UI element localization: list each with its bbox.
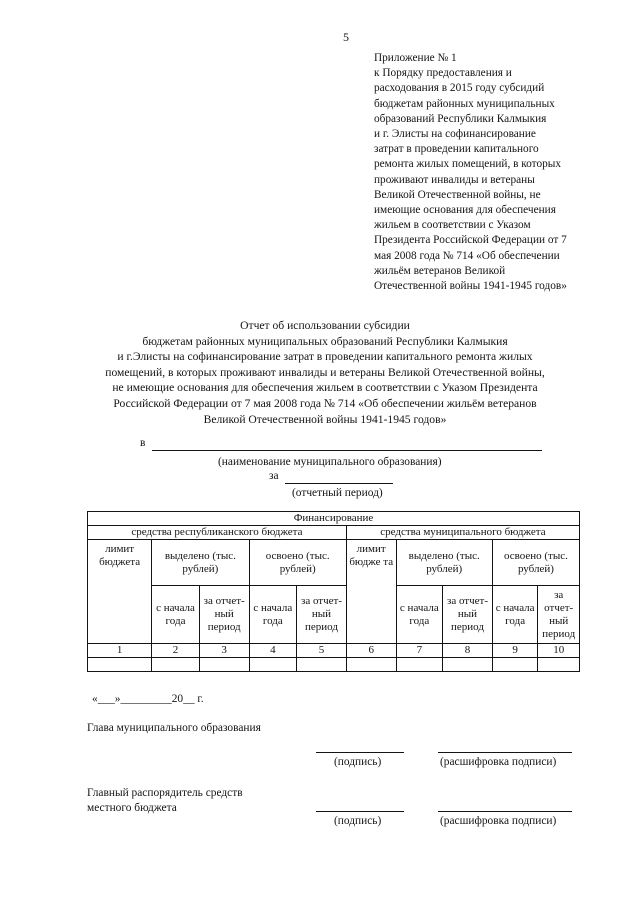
appendix-line: Отечественной войны 1941-1945 годов» bbox=[374, 280, 567, 293]
data-cell[interactable] bbox=[88, 658, 152, 672]
municipality-field[interactable] bbox=[152, 450, 542, 451]
appendix-line: бюджетам районных муниципальных bbox=[374, 97, 555, 110]
municipality-prefix: в bbox=[140, 437, 146, 449]
appendix-line: проживают инвалиды и ветераны bbox=[374, 173, 535, 186]
limit-republican-header bbox=[88, 540, 152, 644]
report-title bbox=[70, 318, 580, 427]
data-cell[interactable] bbox=[199, 658, 249, 672]
from-start-header bbox=[396, 586, 443, 644]
data-cell[interactable] bbox=[538, 658, 580, 672]
data-cell[interactable] bbox=[249, 658, 297, 672]
signature-field[interactable] bbox=[316, 810, 404, 812]
col-number: 10 bbox=[538, 644, 580, 658]
appendix-line: мая 2008 года № 714 «Об обеспечении bbox=[374, 249, 560, 262]
col-number: 2 bbox=[152, 644, 200, 658]
signature-title-line: местного бюджета bbox=[87, 802, 177, 814]
appendix-line: Великой Отечественной войны, не bbox=[374, 188, 541, 201]
signature-decode-field[interactable] bbox=[438, 751, 572, 753]
col-number: 4 bbox=[249, 644, 297, 658]
title-line: и г.Элисты на софинансирование затрат в проведении капитального ремонта жилых bbox=[117, 350, 533, 364]
signature-title-line: Главный распорядитель средств bbox=[87, 787, 243, 799]
page-number: 5 bbox=[343, 30, 349, 44]
signature-decode-field[interactable] bbox=[438, 810, 572, 812]
for-period-label: за отчет- ный период bbox=[203, 595, 245, 633]
for-period-header bbox=[538, 586, 580, 644]
appendix-line: Приложение № 1 bbox=[374, 52, 457, 64]
from-start-label: с начала года bbox=[156, 601, 195, 627]
signature-decode-caption: (расшифровка подписи) bbox=[440, 815, 557, 827]
from-start-header bbox=[492, 586, 538, 644]
title-line: бюджетам районных муниципальных образований Республики Калмыкия bbox=[142, 334, 508, 348]
spent-republican-header bbox=[249, 540, 346, 586]
period-prefix: за bbox=[269, 470, 279, 482]
col-number: 3 bbox=[199, 644, 249, 658]
col-number: 1 bbox=[88, 644, 152, 658]
data-cell[interactable] bbox=[152, 658, 200, 672]
from-start-header bbox=[152, 586, 200, 644]
title-line: не имеющие основания для обеспечения жильем в соответствии с Указом Президента bbox=[112, 381, 538, 395]
for-period-label: за отчет- ный период bbox=[300, 595, 342, 633]
data-cell[interactable] bbox=[443, 658, 493, 672]
period-caption: (отчетный период) bbox=[292, 487, 383, 499]
appendix-line: образований Республики Калмыкия bbox=[374, 112, 547, 125]
allocated-label: выделено (тыс. рублей) bbox=[408, 549, 480, 575]
title-line: Российской Федерации от 7 мая 2008 года № 714 «Об обеспечении жильём ветеранов bbox=[113, 396, 537, 410]
col-number: 9 bbox=[492, 644, 538, 658]
data-cell[interactable] bbox=[492, 658, 538, 672]
appendix-line: затрат в проведении капитального bbox=[374, 143, 539, 156]
from-start-label: с начала года bbox=[399, 601, 439, 627]
financing-table bbox=[87, 511, 580, 672]
spent-label: освоено (тыс. рублей) bbox=[265, 549, 330, 575]
col-number: 7 bbox=[396, 644, 443, 658]
allocated-label: выделено (тыс. рублей) bbox=[164, 549, 236, 575]
appendix-line: жильем в соответствии с Указом bbox=[374, 219, 531, 232]
data-cell[interactable] bbox=[346, 658, 396, 672]
for-period-header bbox=[443, 586, 493, 644]
appendix-line: и г. Элисты на софинансирование bbox=[374, 128, 536, 141]
signature-title bbox=[87, 722, 261, 734]
municipal-budget-label: средства муниципального бюджета bbox=[380, 526, 546, 538]
title-line: Великой Отечественной войны 1941-1945 годов» bbox=[203, 412, 447, 426]
signature-field[interactable] bbox=[316, 751, 404, 753]
for-period-label: за отчет- ный период bbox=[446, 595, 488, 633]
signature-caption: (подпись) bbox=[334, 756, 382, 768]
spent-label: освоено (тыс. рублей) bbox=[503, 549, 568, 575]
signature-caption: (подпись) bbox=[334, 815, 382, 827]
period-field[interactable] bbox=[285, 483, 393, 484]
appendix-line: к Порядку предоставления и bbox=[374, 67, 512, 80]
title-line: Отчет об использовании субсидии bbox=[240, 319, 410, 332]
allocated-municipal-header bbox=[396, 540, 492, 586]
col-number: 6 bbox=[346, 644, 396, 658]
appendix-line: имеющие основания для обеспечения bbox=[374, 204, 556, 217]
date-line: «___»_________20__ г. bbox=[92, 693, 204, 705]
from-start-label: с начала года bbox=[495, 601, 535, 627]
col-number: 8 bbox=[443, 644, 493, 658]
signature-title bbox=[87, 786, 243, 816]
appendix-line: Президента Российской Федерации от 7 bbox=[374, 234, 567, 247]
municipal-budget-header bbox=[346, 526, 579, 540]
signature-title-line: Глава муниципального образования bbox=[87, 722, 261, 734]
appendix-line: ремонта жилых помещений, в которых bbox=[374, 158, 562, 171]
appendix-line: расходования в 2015 году субсидий bbox=[374, 82, 545, 95]
financing-label: Финансирование bbox=[293, 512, 374, 524]
for-period-label: за отчет- ный период bbox=[542, 588, 576, 640]
spent-municipal-header bbox=[492, 540, 579, 586]
limit-label: лимит бюджета bbox=[99, 543, 141, 568]
appendix-line: жильём ветеранов Великой bbox=[374, 264, 506, 277]
title-line: помещений, в которых проживают инвалиды и ветераны Великой Отечественной войны, bbox=[105, 365, 545, 379]
limit-label: лимит бюдже та bbox=[349, 543, 394, 568]
from-start-header bbox=[249, 586, 297, 644]
municipality-caption: (наименование муниципального образования) bbox=[218, 456, 442, 468]
limit-municipal-header bbox=[346, 540, 396, 644]
for-period-header bbox=[297, 586, 347, 644]
republican-budget-header bbox=[88, 526, 347, 540]
from-start-label: с начала года bbox=[253, 601, 293, 627]
appendix-block bbox=[374, 51, 624, 294]
data-cell[interactable] bbox=[396, 658, 443, 672]
signature-decode-caption: (расшифровка подписи) bbox=[440, 756, 557, 768]
financing-header bbox=[88, 512, 580, 526]
data-cell[interactable] bbox=[297, 658, 347, 672]
allocated-republican-header bbox=[152, 540, 249, 586]
republican-budget-label: средства республиканского бюджета bbox=[131, 526, 303, 538]
col-number: 5 bbox=[297, 644, 347, 658]
for-period-header bbox=[199, 586, 249, 644]
